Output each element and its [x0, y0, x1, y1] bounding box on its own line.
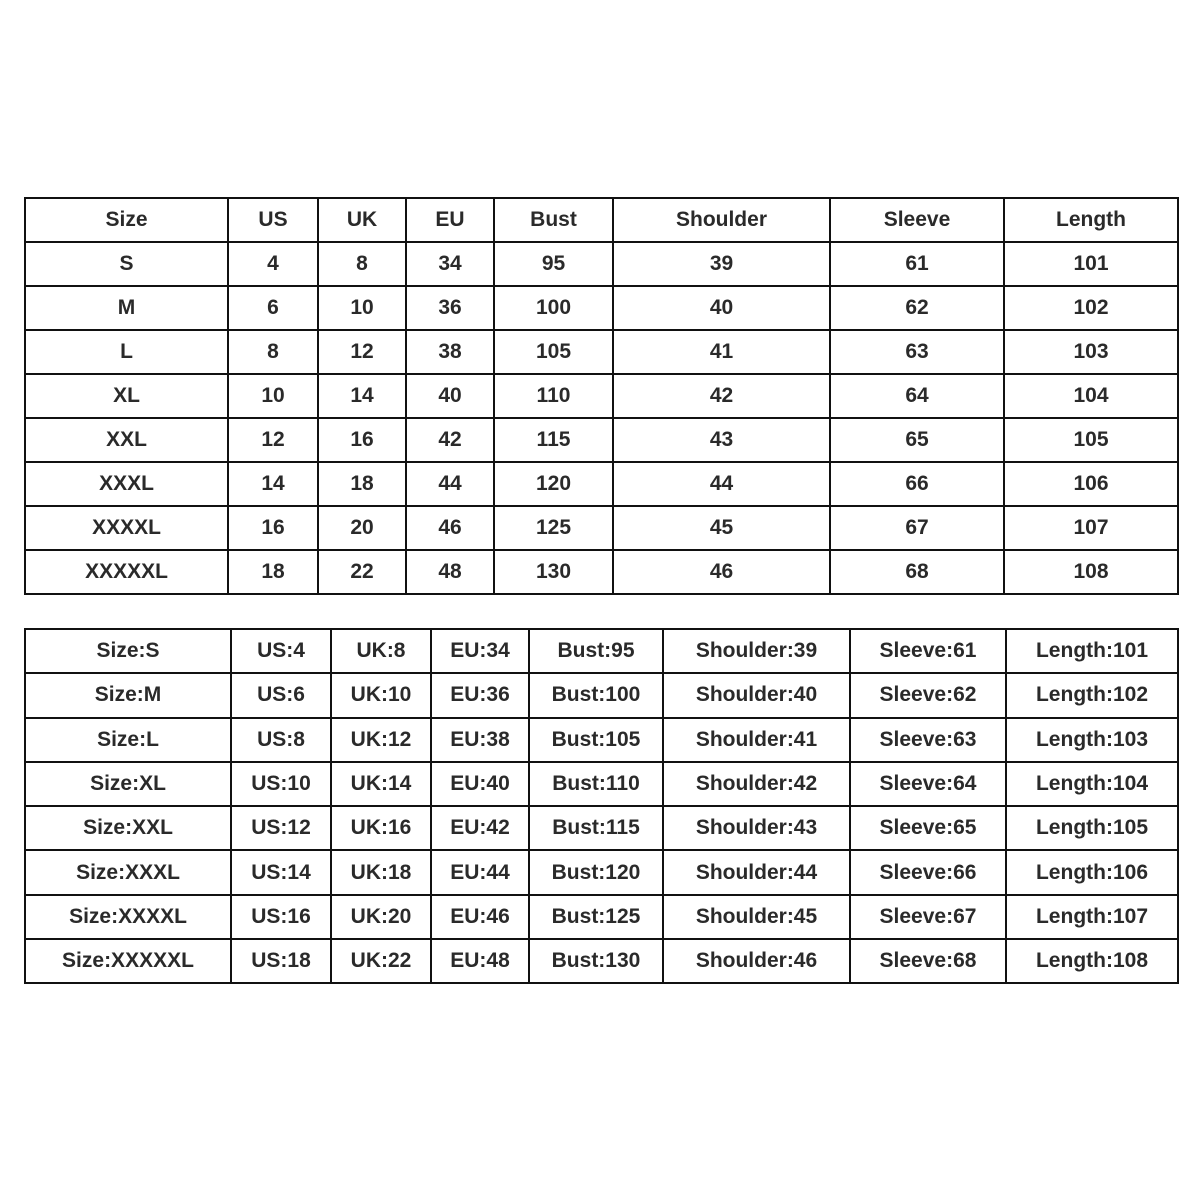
table-cell: US:12 [231, 806, 331, 850]
table-cell: Bust [494, 198, 613, 242]
table-cell: 6 [228, 286, 318, 330]
table-cell: 64 [830, 374, 1004, 418]
table-cell: 105 [1004, 418, 1178, 462]
table-cell: Length:106 [1006, 850, 1178, 894]
size-chart-table [24, 197, 1179, 595]
table-cell: 16 [228, 506, 318, 550]
table-cell: 68 [830, 550, 1004, 594]
table-cell: Bust:130 [529, 939, 663, 983]
table-cell: Length:101 [1006, 629, 1178, 673]
table-cell: 8 [228, 330, 318, 374]
table-cell: Size:XXL [25, 806, 231, 850]
table-cell: Bust:105 [529, 718, 663, 762]
table-cell: 66 [830, 462, 1004, 506]
table-row [25, 895, 1178, 939]
table-cell: 18 [318, 462, 406, 506]
table-cell: Shoulder:40 [663, 673, 850, 717]
table-cell: 40 [613, 286, 830, 330]
table-cell: 108 [1004, 550, 1178, 594]
table-cell: Sleeve:67 [850, 895, 1006, 939]
table-cell: EU:34 [431, 629, 529, 673]
table-cell: Shoulder:44 [663, 850, 850, 894]
table-cell: Size:M [25, 673, 231, 717]
table-cell: EU:42 [431, 806, 529, 850]
table-cell: XL [25, 374, 228, 418]
table-row [25, 718, 1178, 762]
table-cell: Sleeve:64 [850, 762, 1006, 806]
table-cell: 10 [318, 286, 406, 330]
table-cell: Shoulder [613, 198, 830, 242]
table-cell: Shoulder:46 [663, 939, 850, 983]
table-cell: 104 [1004, 374, 1178, 418]
table-cell: 44 [406, 462, 494, 506]
table-cell: 115 [494, 418, 613, 462]
table-header-row [25, 198, 1178, 242]
table-cell: 101 [1004, 242, 1178, 286]
table-cell: 46 [406, 506, 494, 550]
table-cell: 14 [228, 462, 318, 506]
table-cell: 61 [830, 242, 1004, 286]
table-cell: EU:46 [431, 895, 529, 939]
table-cell: 43 [613, 418, 830, 462]
table-cell: US:10 [231, 762, 331, 806]
table-row [25, 242, 1178, 286]
table-row [25, 286, 1178, 330]
table-row [25, 550, 1178, 594]
table-cell: S [25, 242, 228, 286]
table-cell: Length:103 [1006, 718, 1178, 762]
table-cell: 95 [494, 242, 613, 286]
table-cell: Size:L [25, 718, 231, 762]
table-cell: Bust:95 [529, 629, 663, 673]
table-cell: Shoulder:43 [663, 806, 850, 850]
table-cell: 105 [494, 330, 613, 374]
table-cell: UK:16 [331, 806, 431, 850]
table-cell: EU:40 [431, 762, 529, 806]
table-cell: 10 [228, 374, 318, 418]
table-cell: US:18 [231, 939, 331, 983]
table-cell: UK:12 [331, 718, 431, 762]
table-cell: 62 [830, 286, 1004, 330]
table-cell: 125 [494, 506, 613, 550]
table-cell: Length:105 [1006, 806, 1178, 850]
table-row [25, 418, 1178, 462]
table-cell: 48 [406, 550, 494, 594]
table-cell: US:14 [231, 850, 331, 894]
table-cell: 102 [1004, 286, 1178, 330]
table-cell: Sleeve [830, 198, 1004, 242]
table-cell: 16 [318, 418, 406, 462]
table-cell: XXXL [25, 462, 228, 506]
table-cell: Size:XXXXL [25, 895, 231, 939]
table-cell: UK [318, 198, 406, 242]
table-cell: Sleeve:63 [850, 718, 1006, 762]
table-cell: Size:XXXXXL [25, 939, 231, 983]
table-cell: Bust:110 [529, 762, 663, 806]
table-cell: 44 [613, 462, 830, 506]
table-cell: 36 [406, 286, 494, 330]
table-cell: EU [406, 198, 494, 242]
table-cell: 20 [318, 506, 406, 550]
table-cell: Size:S [25, 629, 231, 673]
table-cell: 110 [494, 374, 613, 418]
table-cell: US:8 [231, 718, 331, 762]
table-cell: US [228, 198, 318, 242]
table-cell: 63 [830, 330, 1004, 374]
table-cell: 12 [228, 418, 318, 462]
table-cell: Size:XL [25, 762, 231, 806]
table-cell: M [25, 286, 228, 330]
table-cell: 106 [1004, 462, 1178, 506]
table-cell: UK:20 [331, 895, 431, 939]
table-cell: Shoulder:39 [663, 629, 850, 673]
table-cell: 107 [1004, 506, 1178, 550]
table-cell: 18 [228, 550, 318, 594]
table-cell: XXXXXL [25, 550, 228, 594]
table-cell: Sleeve:66 [850, 850, 1006, 894]
table-cell: Size [25, 198, 228, 242]
table-cell: Length:104 [1006, 762, 1178, 806]
table-cell: 40 [406, 374, 494, 418]
table-cell: Size:XXXL [25, 850, 231, 894]
table-cell: Bust:115 [529, 806, 663, 850]
table-cell: 42 [406, 418, 494, 462]
table-cell: 12 [318, 330, 406, 374]
table-cell: 14 [318, 374, 406, 418]
table-cell: Sleeve:65 [850, 806, 1006, 850]
table-cell: 65 [830, 418, 1004, 462]
table-cell: L [25, 330, 228, 374]
table-cell: Length [1004, 198, 1178, 242]
table-cell: XXXXL [25, 506, 228, 550]
table-cell: Length:108 [1006, 939, 1178, 983]
table-cell: EU:48 [431, 939, 529, 983]
table-cell: US:6 [231, 673, 331, 717]
table-cell: UK:8 [331, 629, 431, 673]
table-row [25, 374, 1178, 418]
table-cell: 67 [830, 506, 1004, 550]
table-cell: Length:102 [1006, 673, 1178, 717]
table-row [25, 673, 1178, 717]
table-cell: EU:36 [431, 673, 529, 717]
table-cell: Length:107 [1006, 895, 1178, 939]
table-cell: Sleeve:68 [850, 939, 1006, 983]
table-cell: US:4 [231, 629, 331, 673]
table-row [25, 850, 1178, 894]
table-cell: UK:10 [331, 673, 431, 717]
table-cell: 8 [318, 242, 406, 286]
table-cell: 103 [1004, 330, 1178, 374]
table-cell: Shoulder:42 [663, 762, 850, 806]
table-cell: US:16 [231, 895, 331, 939]
table-cell: XXL [25, 418, 228, 462]
table-cell: 45 [613, 506, 830, 550]
table-row [25, 330, 1178, 374]
table-cell: Shoulder:41 [663, 718, 850, 762]
table-row [25, 806, 1178, 850]
size-chart-labeled-table [24, 628, 1179, 984]
table-row [25, 506, 1178, 550]
table-cell: 42 [613, 374, 830, 418]
table-cell: 4 [228, 242, 318, 286]
table-row [25, 462, 1178, 506]
table-cell: Shoulder:45 [663, 895, 850, 939]
table-cell: Bust:100 [529, 673, 663, 717]
table-cell: 22 [318, 550, 406, 594]
table-cell: 120 [494, 462, 613, 506]
table-cell: Bust:125 [529, 895, 663, 939]
table-cell: 46 [613, 550, 830, 594]
table-cell: UK:18 [331, 850, 431, 894]
table-cell: 100 [494, 286, 613, 330]
table-cell: Sleeve:62 [850, 673, 1006, 717]
table-row [25, 762, 1178, 806]
table-row [25, 939, 1178, 983]
table-cell: UK:14 [331, 762, 431, 806]
table-cell: Sleeve:61 [850, 629, 1006, 673]
table-cell: 41 [613, 330, 830, 374]
table-cell: EU:44 [431, 850, 529, 894]
table-cell: 34 [406, 242, 494, 286]
table-cell: UK:22 [331, 939, 431, 983]
table-cell: 38 [406, 330, 494, 374]
table-cell: 39 [613, 242, 830, 286]
table-cell: EU:38 [431, 718, 529, 762]
table-row [25, 629, 1178, 673]
table-cell: 130 [494, 550, 613, 594]
table-cell: Bust:120 [529, 850, 663, 894]
